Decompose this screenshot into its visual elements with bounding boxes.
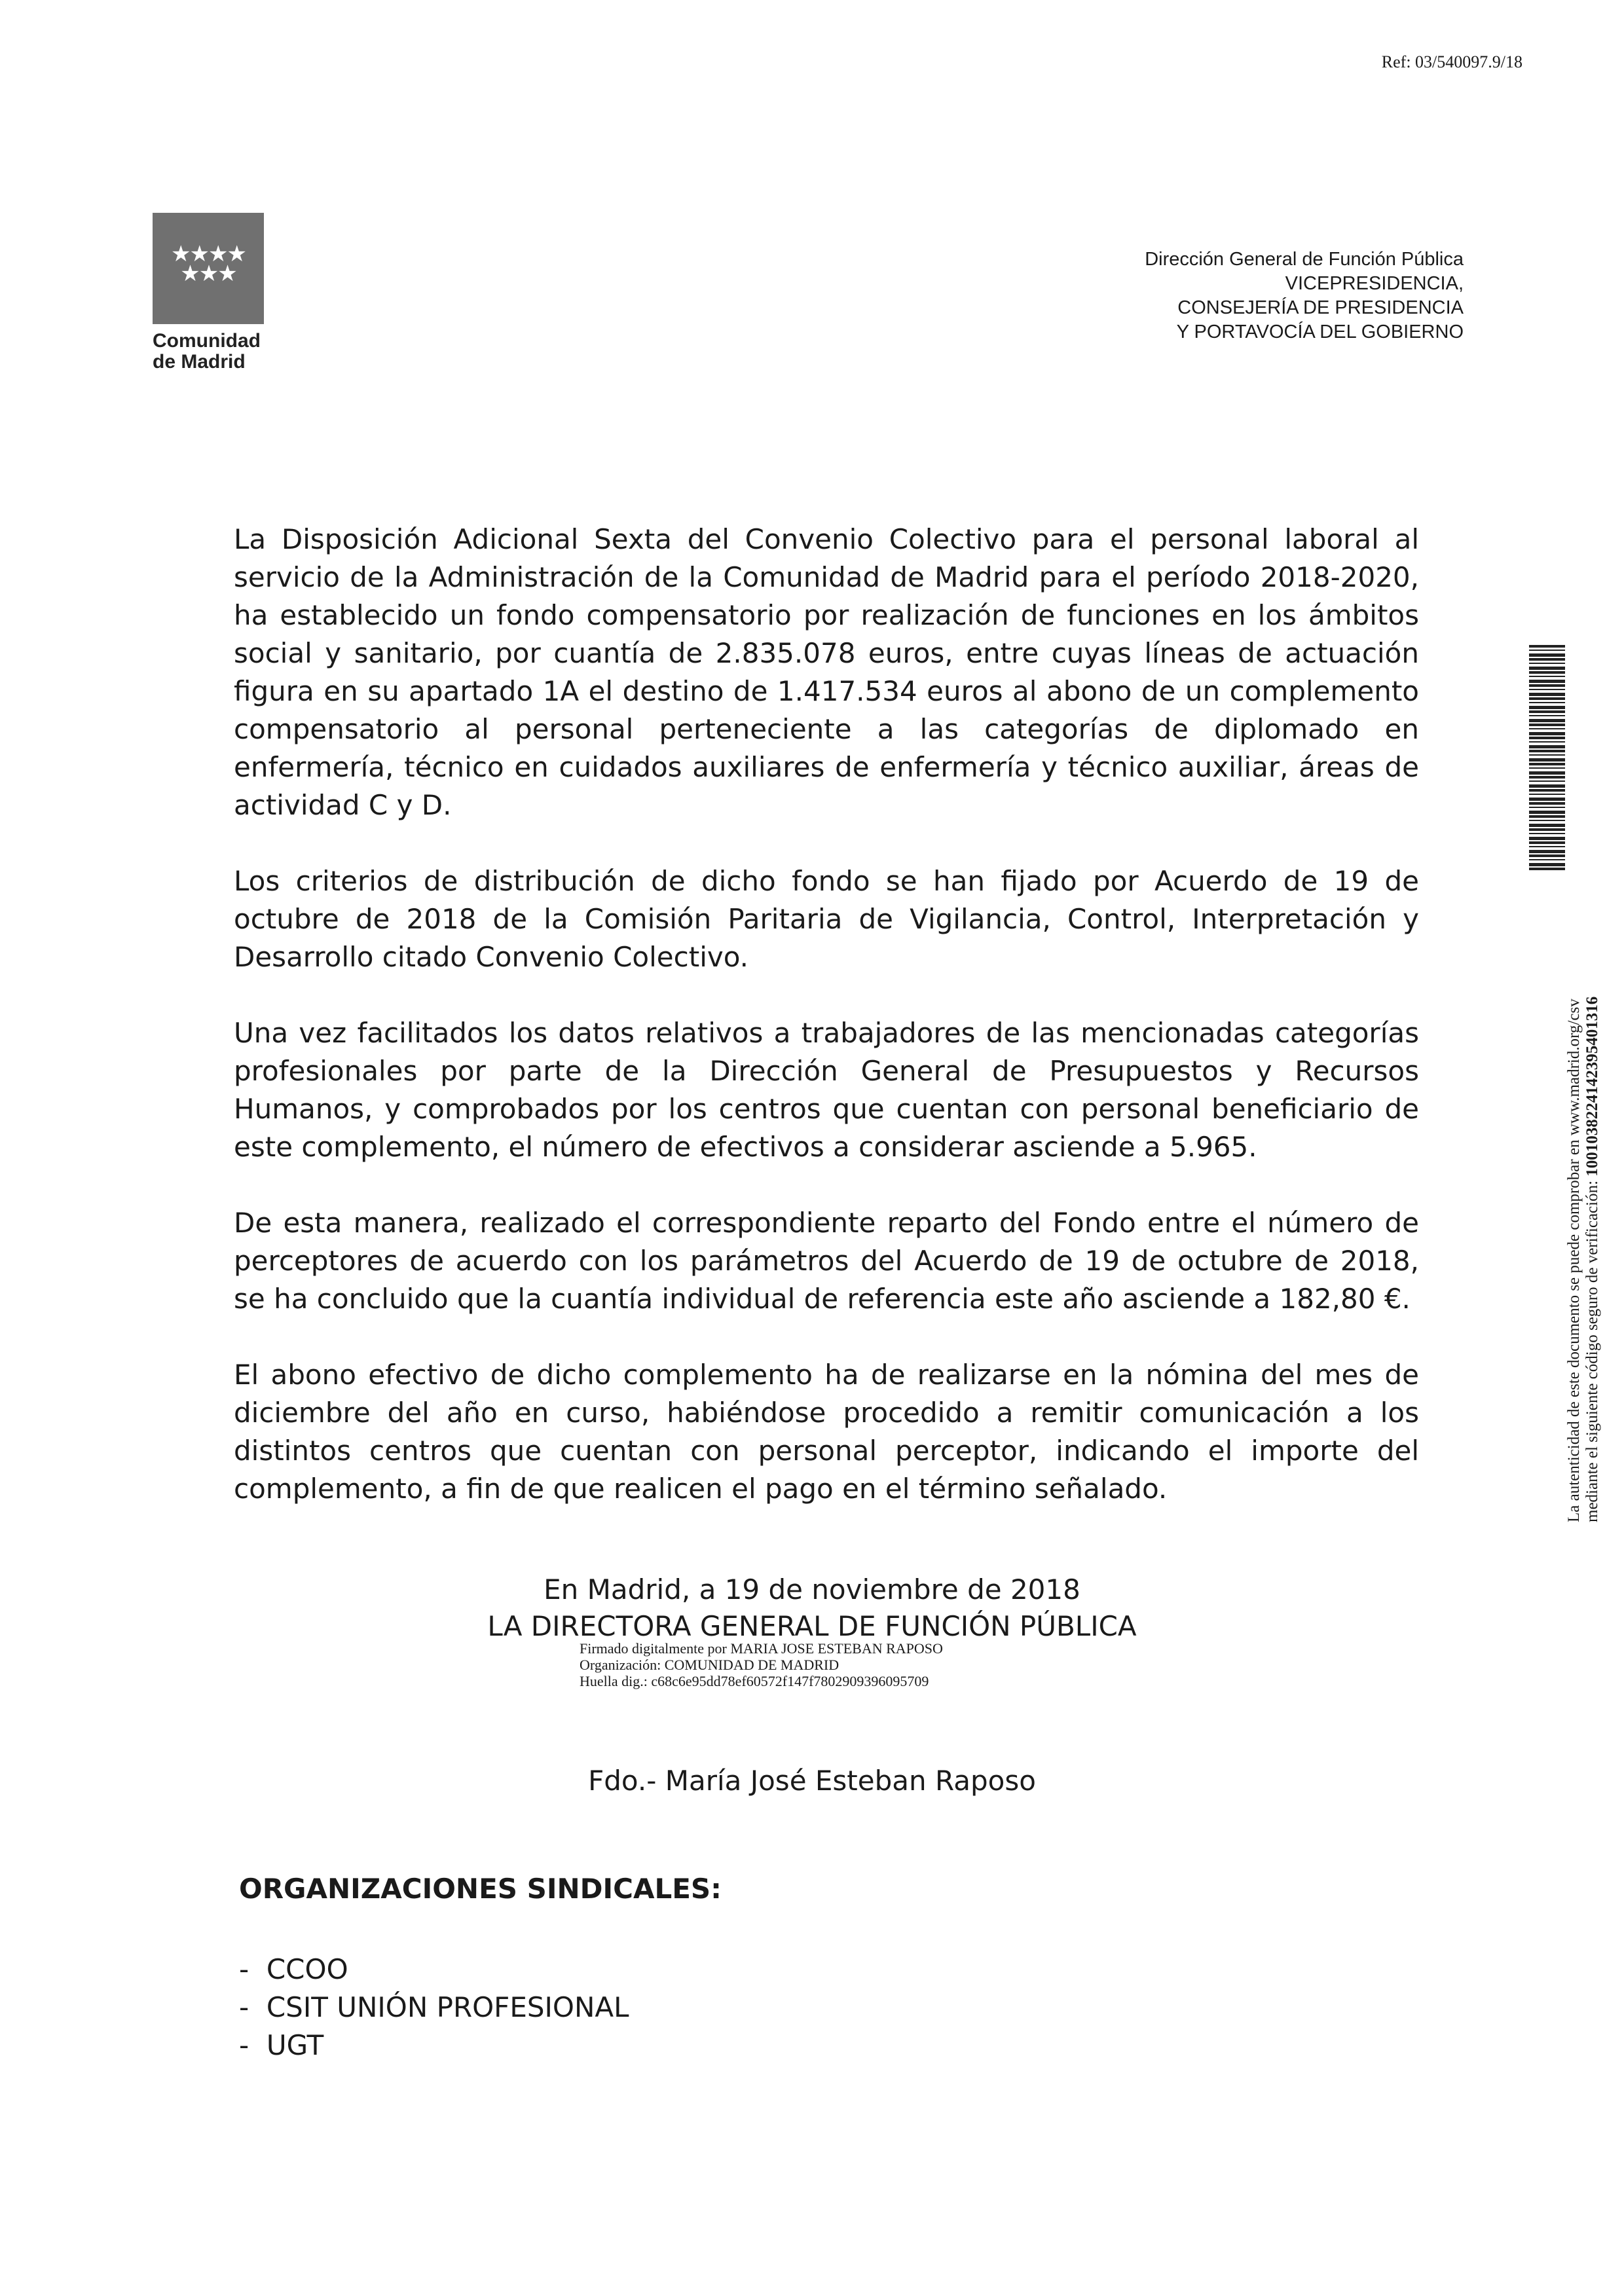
department-line-3: CONSEJERÍA DE PRESIDENCIA bbox=[1177, 297, 1464, 318]
paragraph-4: De esta manera, realizado el correspondiente reparto del Fondo entre el número de perceptores de acuerdo con los parámetros del Acuerdo de 19 de octubre de 2018, se ha concluido que la cuantía individual de referencia este año asciende a 182,80 €. bbox=[234, 1207, 1419, 1315]
signed-name: Fdo.- María José Esteban Raposo bbox=[588, 1765, 1036, 1797]
logo-text-line-1: Comunidad bbox=[153, 330, 261, 352]
paragraph-3: Una vez facilitados los datos relativos a trabajadores de las mencionadas categorías profesionales por parte de la Dirección General de Presupuestos y Recursos Humanos, y comprobados por los centros que cuentan con personal beneficiario de este complemento, el número de efectivos a considerar asciende a 5.965. bbox=[234, 1017, 1419, 1163]
paragraph-2: Los criterios de distribución de dicho fondo se han fijado por Acuerdo de 19 de octubre de 2018 de la Comisión Paritaria de Vigilancia, Control, Interpretación y Desarrollo citado Convenio Colectivo. bbox=[234, 865, 1419, 973]
paragraph-5: El abono efectivo de dicho complemento ha de realizarse en la nómina del mes de diciembre del año en curso, habiéndose procedido a remitir comunicación a los distintos centros que cuentan con personal perceptor, indicando el importe del complemento, a fin de que realicen el pago en el término señalado. bbox=[234, 1359, 1419, 1505]
verification-prefix: mediante el siguiente código seguro de verificación: bbox=[1583, 1180, 1601, 1522]
digital-signed-by: Firmado digitalmente por MARIA JOSE ESTEBAN RAPOSO bbox=[580, 1640, 943, 1657]
unions-list bbox=[239, 1951, 722, 2065]
place-date: En Madrid, a 19 de noviembre de 2018 bbox=[544, 1573, 1080, 1606]
letter-body bbox=[234, 521, 1419, 1546]
logo-text bbox=[153, 331, 264, 373]
logo-flag bbox=[153, 213, 264, 324]
stars-icon: ★★★★ ★★★ bbox=[171, 241, 246, 287]
department-line-1: Dirección General de Función Pública bbox=[1145, 249, 1464, 270]
signature-organization: Organización: COMUNIDAD DE MADRID bbox=[580, 1657, 840, 1673]
unions-heading: ORGANIZACIONES SINDICALES: bbox=[239, 1873, 722, 1905]
signature-fingerprint: Huella dig.: c68c6e95dd78ef60572f147f7802909396095709 bbox=[580, 1673, 929, 1689]
verification-line-2 bbox=[1583, 997, 1602, 1522]
digital-signature-stamp bbox=[580, 1640, 943, 1689]
reference-number: Ref: 03/540097.9/18 bbox=[1381, 52, 1522, 71]
comunidad-de-madrid-logo bbox=[153, 213, 264, 373]
department-line-4: Y PORTAVOCÍA DEL GOBIERNO bbox=[1176, 321, 1464, 342]
logo-text-line-2: de Madrid bbox=[153, 351, 246, 373]
barcode-icon bbox=[1529, 645, 1565, 871]
union-item: - UGT bbox=[239, 2027, 722, 2065]
department-line-2: VICEPRESIDENCIA, bbox=[1285, 273, 1464, 294]
unions-section bbox=[239, 1873, 722, 2065]
verification-line-1: La autenticidad de este documento se puede comprobar en www.madrid.org/csv bbox=[1565, 999, 1583, 1522]
department-header bbox=[1145, 248, 1464, 344]
paragraph-1: La Disposición Adicional Sexta del Convenio Colectivo para el personal laboral al servicio de la Administración de la Comunidad de Madrid para el período 2018-2020, ha establecido un fondo compensatorio por realización de funciones en los ámbitos social y sanitario, por cuantía de 2.835.078 euros, entre cuyas líneas de actuación figura en su apartado 1A el destino de 1.417.534 euros al abono de un complemento compensatorio al personal perteneciente a las categorías de diplomado en enfermería, técnico en cuidados auxiliares de enfermería y técnico auxiliar, áreas de actividad C y D. bbox=[234, 523, 1419, 821]
union-item: - CCOO bbox=[239, 1951, 722, 1989]
signature-block bbox=[0, 1571, 1624, 1645]
verification-note bbox=[1565, 997, 1602, 1522]
signer-role: LA DIRECTORA GENERAL DE FUNCIÓN PÚBLICA bbox=[487, 1610, 1137, 1642]
union-item: - CSIT UNIÓN PROFESIONAL bbox=[239, 1989, 722, 2027]
verification-code: 1001038224142395401316 bbox=[1583, 996, 1601, 1177]
